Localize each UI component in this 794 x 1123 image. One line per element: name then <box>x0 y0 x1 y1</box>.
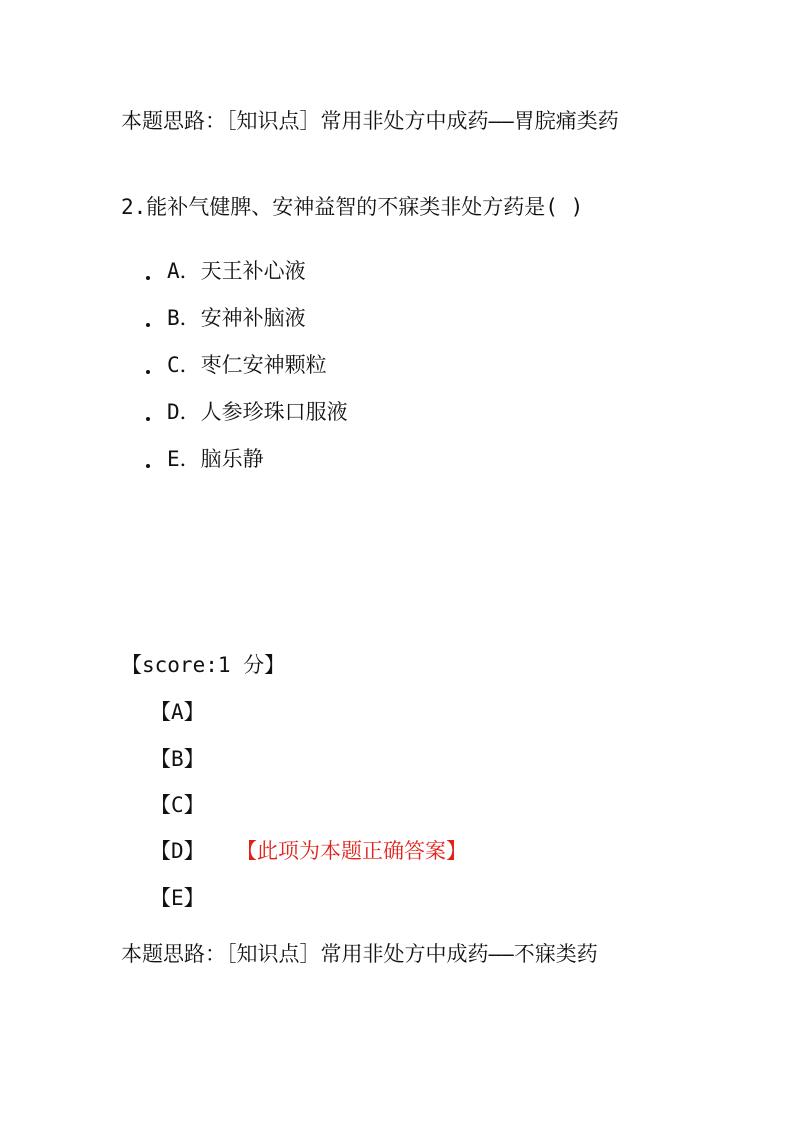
option-e: E．脑乐静 <box>121 441 348 488</box>
score-label: 【score:1 分】 <box>121 653 286 677</box>
correct-answer-note: 【此项为本题正确答案】 <box>236 839 467 863</box>
answer-e: 【E】 <box>150 886 205 910</box>
option-list <box>121 253 348 488</box>
previous-explanation: 本题思路：［知识点］常用非处方中成药——胃脘痛类药 <box>121 109 619 133</box>
option-a: A．天王补心液 <box>121 253 348 300</box>
answer-a: 【A】 <box>150 700 205 724</box>
answer-d: 【D】 <box>150 839 205 863</box>
question-text: 2.能补气健脾、安神益智的不寐类非处方药是( ) <box>121 195 584 219</box>
option-d: D．人参珍珠口服液 <box>121 394 348 441</box>
option-c: C．枣仁安神颗粒 <box>121 347 348 394</box>
answer-b: 【B】 <box>150 747 205 771</box>
option-b: B．安神补脑液 <box>121 300 348 347</box>
answer-c: 【C】 <box>150 793 205 817</box>
explanation: 本题思路：［知识点］常用非处方中成药——不寐类药 <box>121 942 598 966</box>
